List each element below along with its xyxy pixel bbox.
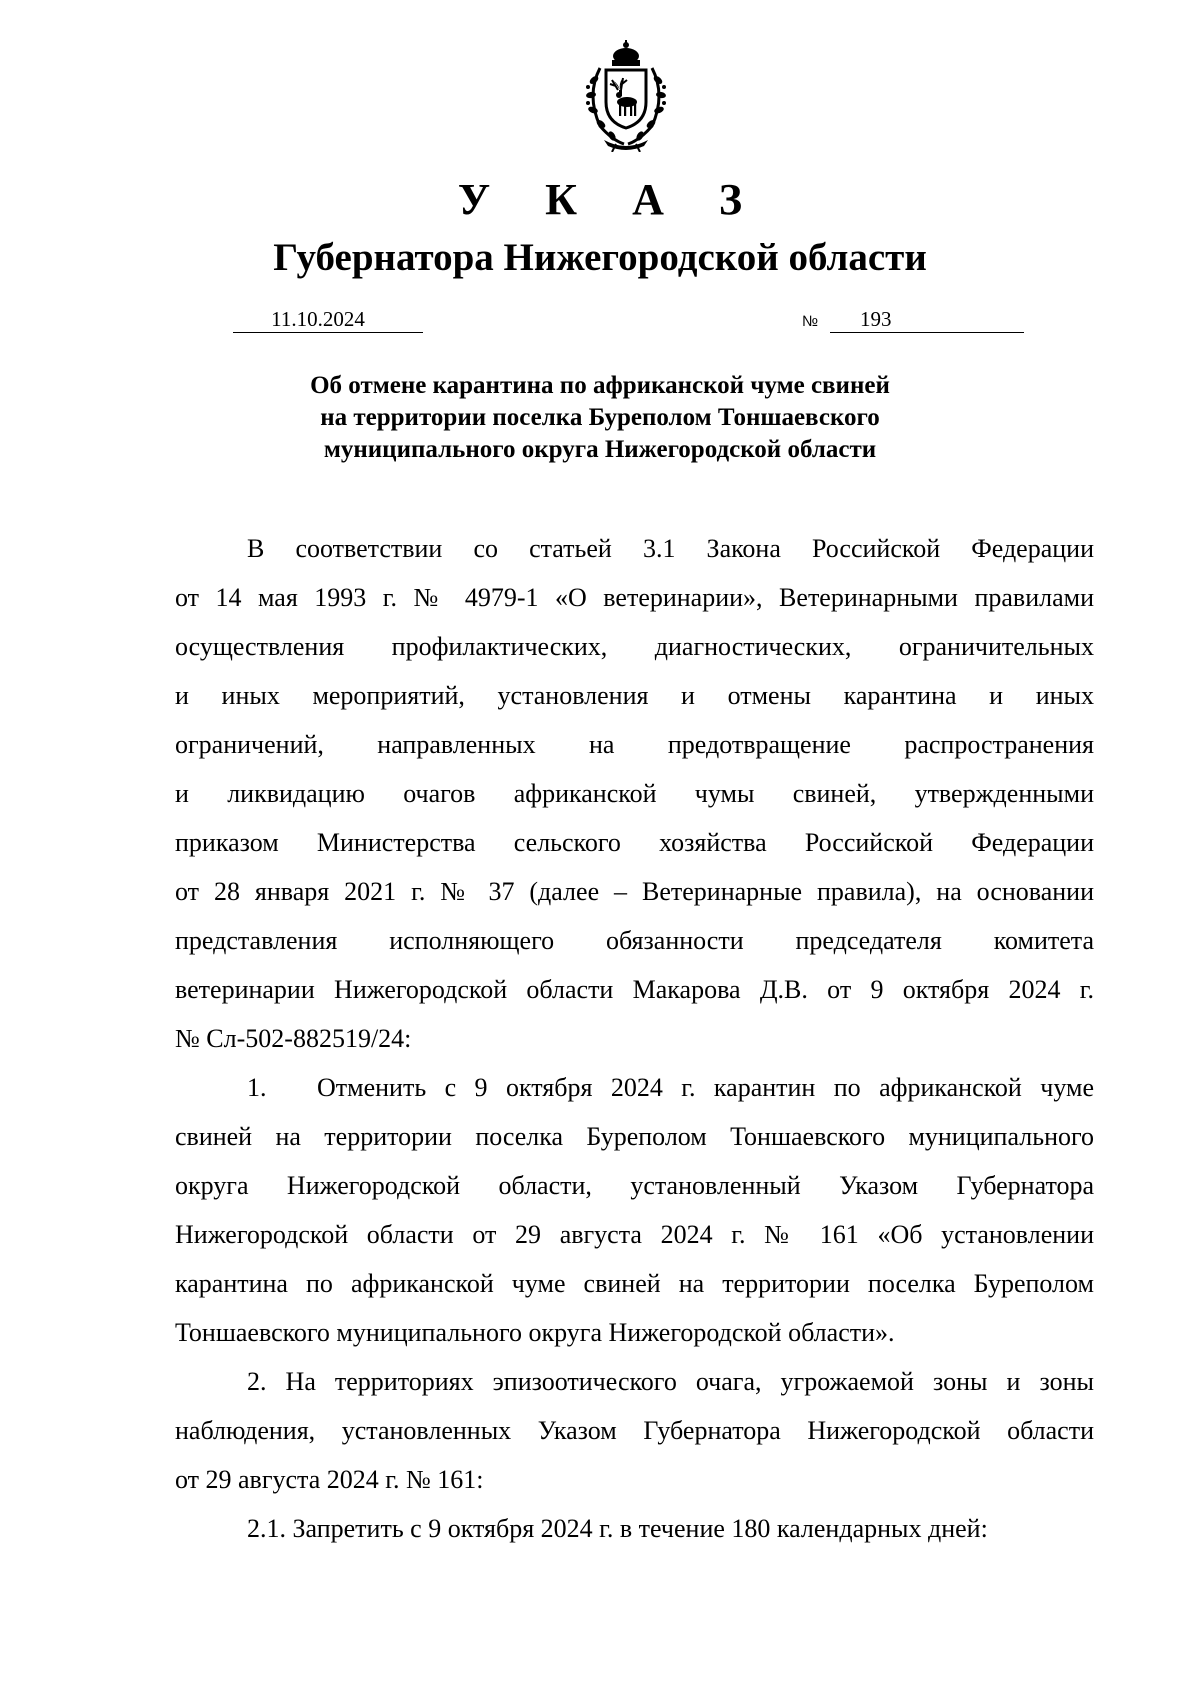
number-sign: № [802, 313, 819, 330]
document-body [175, 524, 1094, 1553]
coat-of-arms-emblem [566, 40, 686, 152]
preamble-line: и ликвидацию очагов африканской чумы свиней, утвержденными [175, 779, 1094, 808]
subject-line: муниципального округа Нижегородской области [323, 436, 877, 463]
preamble-line: представления исполняющего обязанности председателя комитета [175, 926, 1094, 955]
item-1-line: карантина по африканской чуме свиней на территории поселка Буреполом [175, 1269, 1094, 1298]
preamble-line: и иных мероприятий, установления и отмены карантина и иных [175, 681, 1094, 710]
preamble-line: приказом Министерства сельского хозяйства Российской Федерации [175, 828, 1094, 857]
preamble-line: В соответствии со статьей 3.1 Закона Российской Федерации [247, 534, 1094, 563]
item-1-line: свиней на территории поселка Буреполом Тоншаевского муниципального [175, 1122, 1094, 1151]
item-2-line: 2. На территориях эпизоотического очага, угрожаемой зоны и зоны [247, 1367, 1094, 1396]
subject-line: на территории поселка Буреполом Тоншаевского [320, 404, 880, 431]
item-2-1-line: 2.1. Запретить с 9 октября 2024 г. в течение 180 календарных дней: [247, 1514, 988, 1543]
item-2-line: наблюдения, установленных Указом Губернатора Нижегородской области [175, 1416, 1094, 1445]
item-1-first-line [175, 1063, 1094, 1112]
item-1-number: 1. [247, 1073, 267, 1102]
preamble-line: от 28 января 2021 г. № 37 (далее – Ветеринарные правила), на основании [175, 877, 1094, 906]
subject-line: Об отмене карантина по африканской чуме свиней [310, 372, 890, 399]
item-1-line: Тоншаевского муниципального округа Нижегородской области». [175, 1318, 895, 1347]
item-1-text: Отменить с 9 октября 2024 г. карантин по африканской чуме [317, 1073, 1094, 1102]
document-type-title: У К А З [457, 175, 765, 224]
item-1-line: Нижегородской области от 29 августа 2024 г. № 161 «Об установлении [175, 1220, 1094, 1249]
item-1-line: округа Нижегородской области, установленный Указом Губернатора [175, 1171, 1094, 1200]
preamble-line: осуществления профилактических, диагностических, ограничительных [175, 632, 1094, 661]
preamble-line: от 14 мая 1993 г. № 4979-1 «О ветеринарии», Ветеринарными правилами [175, 583, 1094, 612]
document-date: 11.10.2024 [233, 305, 423, 333]
document-number: 193 [830, 305, 1024, 333]
preamble-line: ветеринарии Нижегородской области Макарова Д.В. от 9 октября 2024 г. [175, 975, 1094, 1004]
document-subject [0, 370, 1200, 466]
issuer-title: Губернатора Нижегородской области [273, 236, 927, 279]
preamble-line: № Сл-502-882519/24: [175, 1024, 412, 1053]
item-2-line: от 29 августа 2024 г. № 161: [175, 1465, 484, 1494]
preamble-line: ограничений, направленных на предотвращение распространения [175, 730, 1094, 759]
